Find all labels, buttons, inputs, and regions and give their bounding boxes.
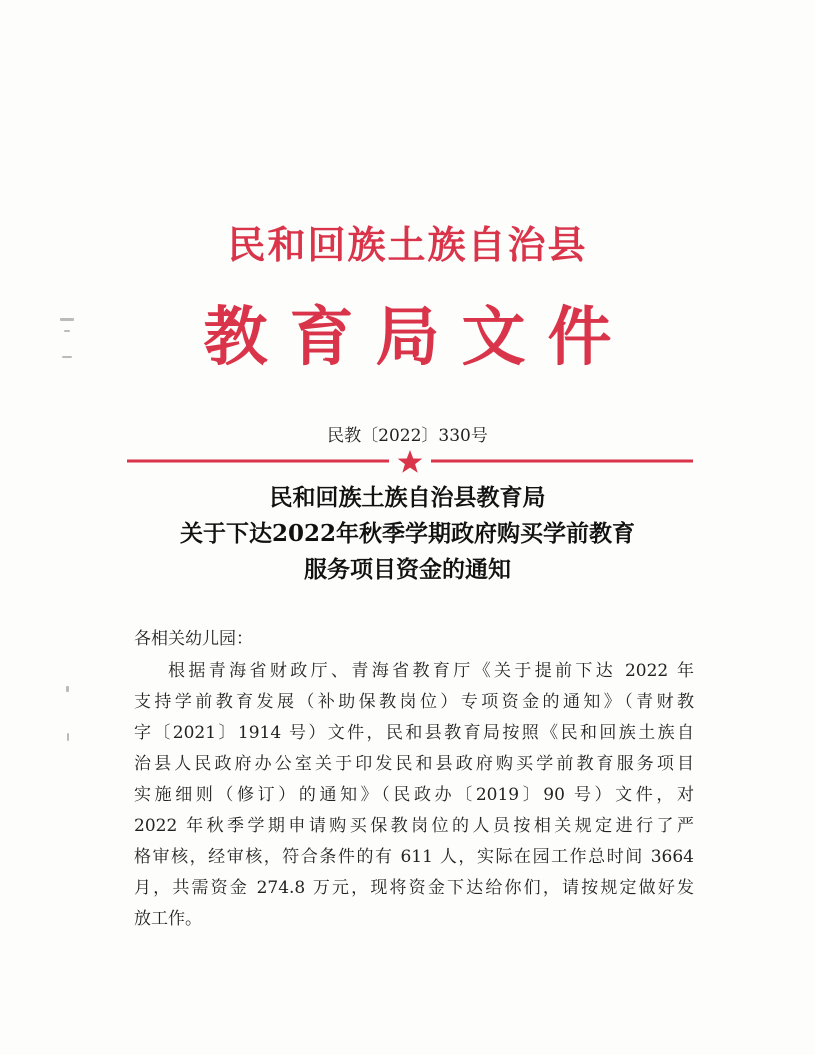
title-line-1: 民和回族土族自治县教育局 (269, 484, 546, 511)
scan-speck (64, 330, 70, 332)
divider-left-line (127, 460, 389, 463)
scan-speck (67, 733, 69, 741)
divider-right-line (431, 460, 693, 463)
scan-speck (62, 356, 72, 358)
scan-speck (66, 686, 69, 692)
notice-title (0, 480, 815, 588)
issuing-authority-header: 民和回族土族自治县 (227, 222, 588, 267)
star-icon (398, 450, 423, 473)
body-line: 实施细则（修订）的通知》（民政办〔2019〕90 号）文件，对 (134, 785, 694, 805)
title-line-2: 关于下达2022年秋季学期政府购买学前教育 (179, 520, 635, 547)
body-line: 支持学前教育发展（补助保教岗位）专项资金的通知》（青财教 (134, 692, 694, 712)
title-line-3: 服务项目资金的通知 (304, 556, 511, 583)
body-line: 治县人民政府办公室关于印发民和县政府购买学前教育服务项目 (134, 754, 694, 774)
body-line: 放工作。 (134, 909, 202, 929)
document-number: 民教〔2022〕330号 (327, 426, 488, 446)
salutation: 各相关幼儿园： (134, 629, 253, 649)
red-star-divider (127, 449, 693, 473)
body-line: 字〔2021〕1914 号）文件，民和县教育局按照《民和回族土族自 (134, 723, 694, 743)
body-paragraph (134, 656, 694, 935)
body-line: 格审核，经审核，符合条件的有 611 人，实际在园工作总时间 3664 (134, 847, 694, 867)
body-line: 根据青海省财政厅、青海省教育厅《关于提前下达 2022 年 (168, 661, 694, 681)
scan-speck (60, 318, 74, 321)
document-type-header: 教育局文件 (203, 300, 634, 375)
body-line: 2022 年秋季学期申请购买保教岗位的人员按相关规定进行了严 (134, 816, 694, 836)
body-line: 月，共需资金 274.8 万元，现将资金下达给你们，请按规定做好发 (134, 878, 694, 898)
